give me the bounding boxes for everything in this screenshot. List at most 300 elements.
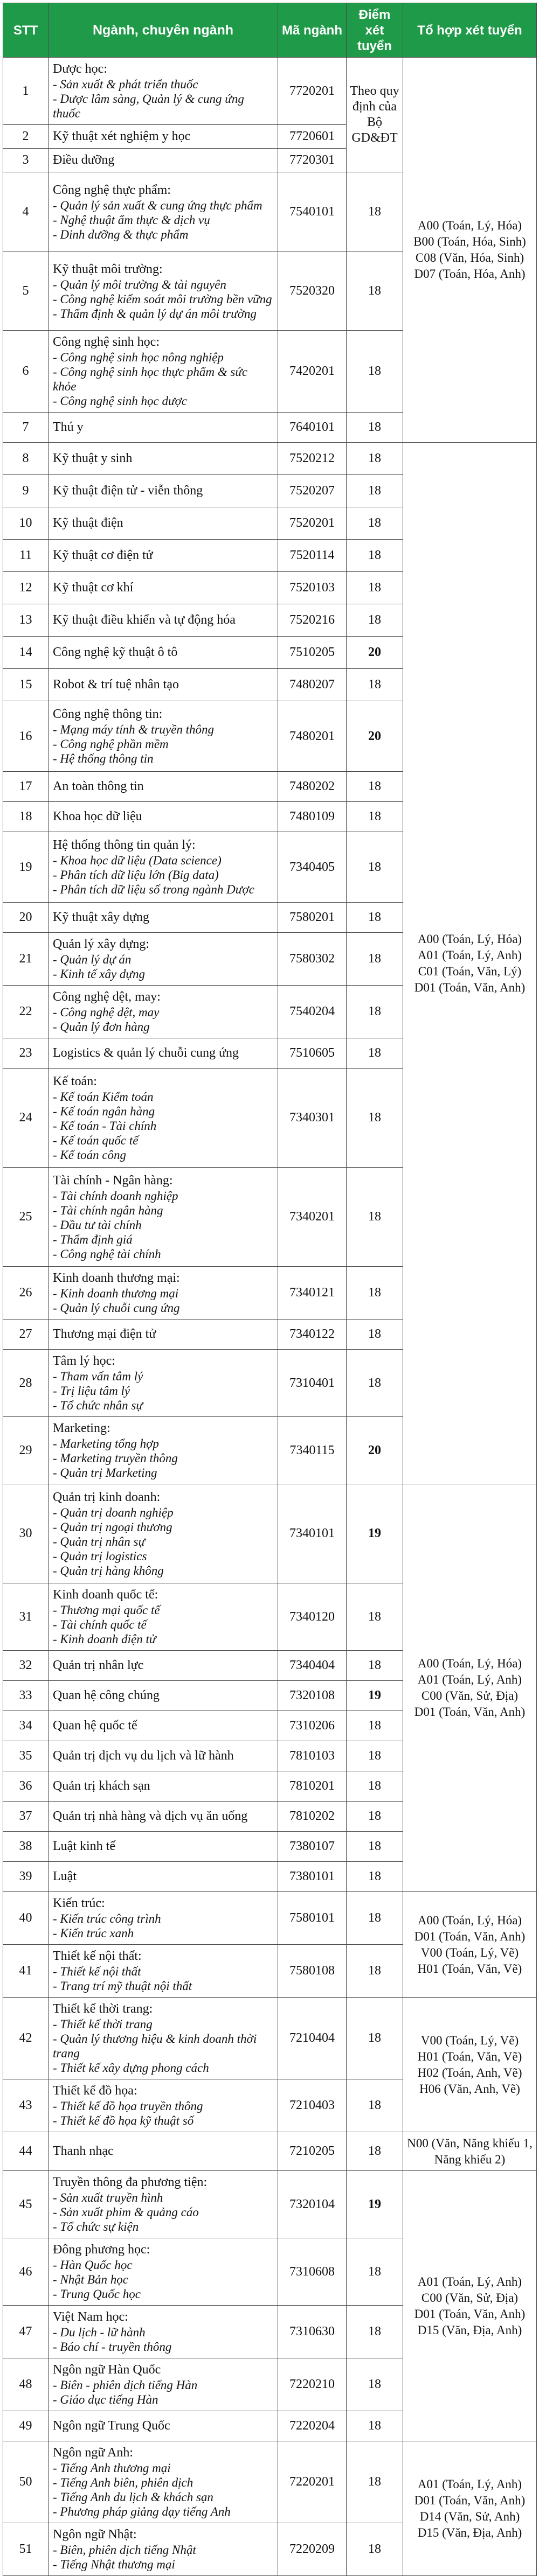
- specialization-item: - Quản lý thương hiệu & kinh doanh thời trang: [53, 2032, 257, 2060]
- major-cell: [49, 1945, 278, 1998]
- specialization-item: - Công nghệ dệt, may: [53, 1006, 160, 1019]
- subject-combination: C08 (Văn, Hóa, Sinh): [415, 251, 524, 264]
- major-cell: [49, 1741, 278, 1771]
- major-cell: [49, 1651, 278, 1681]
- row-number: 6: [3, 331, 49, 413]
- major-name: Marketing:: [53, 1421, 110, 1435]
- major-cell: [49, 1583, 278, 1651]
- major-name: Hệ thống thông tin quản lý:: [53, 838, 196, 852]
- specialization-item: - Trung Quốc học: [53, 2287, 141, 2301]
- admission-score: 20: [347, 701, 403, 772]
- table-row: [3, 1892, 537, 1945]
- specialization-item: - Tổ chức nhân sự: [53, 1399, 143, 1412]
- admission-table: [3, 3, 537, 2576]
- admission-score: 18: [347, 172, 403, 252]
- subject-combination-group: [403, 58, 537, 443]
- specialization-item: - Công nghệ sinh học thực phẩm & sức khỏe: [53, 365, 248, 393]
- major-cell: [49, 443, 278, 475]
- major-code: 7720601: [278, 125, 347, 149]
- specialization-item: - Tài chính ngân hàng: [53, 1203, 163, 1217]
- major-cell: [49, 572, 278, 604]
- major-cell: [49, 2411, 278, 2441]
- specialization-item: - Quản lý sản xuất & cung ứng thực phẩm: [53, 198, 262, 212]
- admission-score: 18: [347, 2441, 403, 2523]
- subject-combination: A00 (Toán, Lý, Hóa): [417, 1657, 522, 1670]
- major-name: Kỹ thuật cơ điện tử: [53, 548, 153, 562]
- admission-score: 18: [347, 1320, 403, 1350]
- row-number: 48: [3, 2358, 49, 2411]
- table-row: [3, 1484, 537, 1583]
- major-cell: [49, 1998, 278, 2079]
- subject-combination: A01 (Toán, Lý, Anh): [417, 1673, 522, 1686]
- major-cell: [49, 540, 278, 572]
- specialization-item: - Dinh dưỡng & thực phẩm: [53, 227, 189, 241]
- major-code: 7340404: [278, 1651, 347, 1681]
- major-cell: [49, 1862, 278, 1892]
- specialization-item: - Thẩm định & quản lý dự án môi trường: [53, 306, 257, 320]
- specialization-item: - Tiếng Anh thương mại: [53, 2461, 171, 2475]
- major-cell: [49, 2523, 278, 2576]
- subject-combination: H01 (Toán, Văn, Vẽ): [417, 2049, 522, 2063]
- specialization-item: - Kinh doanh điện tử: [53, 1632, 156, 1646]
- subject-combination: D14 (Văn, Sử, Anh): [419, 2509, 520, 2523]
- major-name: Quản trị khách sạn: [53, 1779, 150, 1793]
- major-name: Kiến trúc:: [53, 1896, 105, 1910]
- subject-combination: V00 (Toán, Lý, Vẽ): [420, 1945, 519, 1959]
- row-number: 36: [3, 1771, 49, 1802]
- row-number: 32: [3, 1651, 49, 1681]
- admission-score: 18: [347, 475, 403, 507]
- admission-score: 18: [347, 2079, 403, 2132]
- major-name: Thanh nhạc: [53, 2144, 114, 2158]
- admission-score: 18: [347, 772, 403, 802]
- row-number: 16: [3, 701, 49, 772]
- major-name: Công nghệ thông tin:: [53, 707, 163, 721]
- admission-score: 18: [347, 252, 403, 331]
- major-cell: [49, 832, 278, 903]
- row-number: 35: [3, 1741, 49, 1771]
- major-cell: [49, 1417, 278, 1484]
- major-name: Điều dưỡng: [53, 153, 115, 167]
- major-name: Ngôn ngữ Anh:: [53, 2446, 134, 2460]
- specialization-item: - Kinh doanh thương mại: [53, 1287, 179, 1300]
- row-number: 39: [3, 1862, 49, 1892]
- specialization-item: - Kế toán ngân hàng: [53, 1104, 155, 1118]
- row-number: 24: [3, 1069, 49, 1168]
- admission-score: 18: [347, 1862, 403, 1892]
- subject-combination: A00 (Toán, Lý, Hóa): [417, 1913, 522, 1927]
- admission-score: 18: [347, 2132, 403, 2171]
- major-cell: [49, 1771, 278, 1802]
- specialization-item: - Quản lý môi trường & tài nguyên: [53, 277, 226, 291]
- specialization-item: - Biên - phiên dịch tiếng Hàn: [53, 2378, 198, 2392]
- major-name: Quan hệ công chúng: [53, 1688, 160, 1702]
- major-code: 7520212: [278, 443, 347, 475]
- specialization-item: - Công nghệ phần mềm: [53, 737, 169, 751]
- major-name: Thiết kế nội thất:: [53, 1949, 142, 1963]
- major-cell: [49, 637, 278, 669]
- row-number: 10: [3, 507, 49, 540]
- header-code: Mã ngành: [278, 3, 347, 58]
- major-name: Kinh doanh thương mại:: [53, 1271, 180, 1285]
- specialization-item: - Nhật Bản học: [53, 2273, 128, 2286]
- specialization-item: - Công nghệ kiểm soát môi trường bền vững: [53, 292, 272, 306]
- row-number: 7: [3, 413, 49, 443]
- major-code: 7580201: [278, 903, 347, 933]
- table-row: [3, 2132, 537, 2171]
- major-name: Truyền thông đa phương tiện:: [53, 2175, 208, 2189]
- row-number: 29: [3, 1417, 49, 1484]
- admission-table-sheet: [3, 3, 536, 2576]
- admission-score: 18: [347, 1651, 403, 1681]
- admission-score: 18: [347, 986, 403, 1038]
- specialization-item: - Trang trí mỹ thuật nội thất: [53, 1979, 192, 1993]
- subject-combination-group: [403, 443, 537, 1484]
- major-cell: [49, 58, 278, 125]
- admission-score: 20: [347, 1417, 403, 1484]
- major-code: 7520216: [278, 604, 347, 637]
- row-number: 34: [3, 1711, 49, 1741]
- specialization-item: - Dược lâm sàng, Quản lý & cung ứng thuốc: [53, 92, 244, 120]
- major-name: Công nghệ sinh học:: [53, 335, 160, 349]
- major-code: 7810202: [278, 1802, 347, 1832]
- subject-combination: A01 (Toán, Lý, Anh): [417, 2274, 522, 2288]
- subject-combination: D01 (Toán, Văn, Anh): [414, 980, 526, 994]
- major-cell: [49, 986, 278, 1038]
- row-number: 43: [3, 2079, 49, 2132]
- major-code: 7340120: [278, 1583, 347, 1651]
- specialization-item: - Kiến trúc xanh: [53, 1926, 134, 1940]
- subject-combination: N00 (Văn, Năng khiếu 1, Năng khiếu 2): [407, 2136, 533, 2166]
- major-code: 7810201: [278, 1771, 347, 1802]
- major-code: 7520320: [278, 252, 347, 331]
- header-combo: Tổ hợp xét tuyển: [403, 3, 537, 58]
- specialization-item: - Quản trị doanh nghiệp: [53, 1505, 174, 1519]
- major-name: Kỹ thuật điều khiển và tự động hóa: [53, 613, 236, 627]
- subject-combination: A00 (Toán, Lý, Hóa): [417, 932, 522, 946]
- specialization-item: - Công nghệ sinh học dược: [53, 394, 188, 408]
- specialization-item: - Thiết kế nội thất: [53, 1965, 141, 1978]
- specialization-item: - Giáo dục tiếng Hàn: [53, 2393, 158, 2406]
- major-code: 7210404: [278, 1998, 347, 2079]
- admission-score: 18: [347, 1583, 403, 1651]
- major-name: Đông phương học:: [53, 2243, 150, 2257]
- admission-score: 19: [347, 1681, 403, 1711]
- major-name: Logistics & quản lý chuỗi cung ứng: [53, 1046, 239, 1060]
- admission-score: 18: [347, 802, 403, 832]
- major-code: 7810103: [278, 1741, 347, 1771]
- major-name: Ngôn ngữ Trung Quốc: [53, 2419, 170, 2433]
- major-name: Kỹ thuật y sinh: [53, 451, 133, 465]
- specialization-item: - Báo chí - truyền thông: [53, 2340, 172, 2354]
- major-code: 7520114: [278, 540, 347, 572]
- major-cell: [49, 2358, 278, 2411]
- major-name: Kỹ thuật điện tử - viễn thông: [53, 484, 203, 498]
- major-code: 7720201: [278, 58, 347, 125]
- specialization-item: - Tiếng Nhật thương mại: [53, 2558, 175, 2571]
- specialization-item: - Sản xuất & phát triển thuốc: [53, 78, 198, 91]
- specialization-item: - Thiết kế thời trang: [53, 2017, 153, 2031]
- major-code: 7340121: [278, 1267, 347, 1320]
- subject-combination-group: [403, 1998, 537, 2132]
- subject-combination: D01 (Toán, Văn, Anh): [414, 2493, 526, 2507]
- major-cell: [49, 1168, 278, 1267]
- admission-score: 18: [347, 1267, 403, 1320]
- table-row: [3, 2171, 537, 2238]
- specialization-item: - Du lịch - lữ hành: [53, 2326, 146, 2339]
- subject-combination: H02 (Toán, Anh, Vẽ): [417, 2065, 522, 2079]
- specialization-item: - Tài chính doanh nghiệp: [53, 1189, 178, 1203]
- specialization-item: - Khoa học dữ liệu (Data science): [53, 854, 222, 867]
- major-code: 7640101: [278, 413, 347, 443]
- admission-score: 18: [347, 1350, 403, 1417]
- major-cell: [49, 1711, 278, 1741]
- major-code: 7220210: [278, 2358, 347, 2411]
- specialization-item: - Kế toán - Tài chính: [53, 1119, 157, 1133]
- row-number: 38: [3, 1832, 49, 1862]
- major-name: Việt Nam học:: [53, 2310, 128, 2324]
- row-number: 5: [3, 252, 49, 331]
- major-cell: [49, 701, 278, 772]
- row-number: 23: [3, 1038, 49, 1069]
- admission-score: 18: [347, 1168, 403, 1267]
- row-number: 9: [3, 475, 49, 507]
- major-name: Khoa học dữ liệu: [53, 809, 142, 823]
- major-name: Kỹ thuật cơ khí: [53, 581, 134, 595]
- specialization-item: - Marketing truyền thông: [53, 1451, 178, 1465]
- major-code: 7520201: [278, 507, 347, 540]
- major-cell: [49, 2079, 278, 2132]
- specialization-item: - Quản trị Marketing: [53, 1466, 157, 1479]
- major-cell: [49, 2132, 278, 2171]
- specialization-item: - Quản lý đơn hàng: [53, 1020, 150, 1034]
- major-name: Tài chính - Ngân hàng:: [53, 1173, 173, 1188]
- major-code: 7480109: [278, 802, 347, 832]
- table-header-row: [3, 3, 537, 58]
- row-number: 8: [3, 443, 49, 475]
- specialization-item: - Tổ chức sự kiện: [53, 2220, 139, 2233]
- specialization-item: - Phương pháp giảng dạy tiếng Anh: [53, 2505, 231, 2518]
- major-code: 7340201: [278, 1168, 347, 1267]
- subject-combination: C01 (Toán, Văn, Lý): [418, 964, 522, 978]
- specialization-item: - Quản lý chuỗi cung ứng: [53, 1301, 180, 1315]
- major-name: Quản trị nhân lực: [53, 1658, 144, 1672]
- specialization-item: - Quản trị nhân sự: [53, 1534, 145, 1548]
- admission-score: 18: [347, 1832, 403, 1862]
- row-number: 18: [3, 802, 49, 832]
- specialization-item: - Đầu tư tài chính: [53, 1218, 142, 1232]
- row-number: 3: [3, 149, 49, 172]
- major-name: Kỹ thuật xây dựng: [53, 910, 149, 924]
- major-code: 7510605: [278, 1038, 347, 1069]
- row-number: 47: [3, 2306, 49, 2358]
- major-cell: [49, 1320, 278, 1350]
- specialization-item: - Quản trị logistics: [53, 1549, 147, 1563]
- major-code: 7380101: [278, 1862, 347, 1892]
- subject-combination-group: [403, 2132, 537, 2171]
- row-number: 2: [3, 125, 49, 149]
- row-number: 51: [3, 2523, 49, 2576]
- subject-combination: D07 (Toán, Hóa, Anh): [414, 267, 526, 281]
- row-number: 17: [3, 772, 49, 802]
- major-cell: [49, 2171, 278, 2238]
- row-number: 50: [3, 2441, 49, 2523]
- major-cell: [49, 669, 278, 701]
- major-name: Quan hệ quốc tế: [53, 1719, 137, 1733]
- admission-score: 18: [347, 1038, 403, 1069]
- table-row: [3, 2441, 537, 2523]
- row-number: 44: [3, 2132, 49, 2171]
- specialization-item: - Nghệ thuật ẩm thực & dịch vụ: [53, 213, 210, 227]
- admission-score: 18: [347, 572, 403, 604]
- row-number: 14: [3, 637, 49, 669]
- major-name: Thiết kế thời trang:: [53, 2002, 153, 2016]
- major-code: 7220201: [278, 2441, 347, 2523]
- table-row: [3, 1998, 537, 2079]
- major-cell: [49, 149, 278, 172]
- major-cell: [49, 1484, 278, 1583]
- major-cell: [49, 252, 278, 331]
- major-code: 7340301: [278, 1069, 347, 1168]
- admission-score: 19: [347, 2171, 403, 2238]
- header-major: Ngành, chuyên ngành: [49, 3, 278, 58]
- major-code: 7720301: [278, 149, 347, 172]
- subject-combination: C00 (Văn, Sử, Địa): [421, 2291, 519, 2305]
- major-code: 7540204: [278, 986, 347, 1038]
- admission-score: 18: [347, 669, 403, 701]
- major-name: Kinh doanh quốc tế:: [53, 1588, 158, 1602]
- major-cell: [49, 802, 278, 832]
- major-cell: [49, 1069, 278, 1168]
- admission-score: 18: [347, 507, 403, 540]
- major-code: 7510205: [278, 637, 347, 669]
- specialization-item: - Thẩm định giá: [53, 1232, 133, 1246]
- major-name: Thương mại điện tử: [53, 1327, 156, 1341]
- row-number: 41: [3, 1945, 49, 1998]
- major-cell: [49, 933, 278, 986]
- major-cell: [49, 2441, 278, 2523]
- specialization-item: - Tham vấn tâm lý: [53, 1370, 143, 1383]
- major-code: 7520207: [278, 475, 347, 507]
- row-number: 37: [3, 1802, 49, 1832]
- major-cell: [49, 1832, 278, 1862]
- major-name: Thú y: [53, 420, 84, 434]
- specialization-item: - Hệ thống thông tin: [53, 752, 154, 765]
- specialization-item: - Thiết kế đồ họa truyền thông: [53, 2099, 203, 2113]
- specialization-item: - Quản lý dự án: [53, 953, 132, 966]
- major-name: Tâm lý học:: [53, 1354, 115, 1368]
- admission-score: 18: [347, 2306, 403, 2358]
- admission-score: 18: [347, 604, 403, 637]
- subject-combination: H06 (Văn, Anh, Vẽ): [419, 2082, 520, 2096]
- major-name: Quản trị dịch vụ du lịch và lữ hành: [53, 1749, 234, 1763]
- major-cell: [49, 331, 278, 413]
- row-number: 1: [3, 58, 49, 125]
- major-name: Dược học:: [53, 62, 108, 76]
- row-number: 4: [3, 172, 49, 252]
- specialization-item: - Sản xuất phim & quảng cáo: [53, 2205, 199, 2219]
- major-code: 7210403: [278, 2079, 347, 2132]
- major-code: 7580108: [278, 1945, 347, 1998]
- major-code: 7310608: [278, 2238, 347, 2306]
- specialization-item: - Marketing tổng hợp: [53, 1437, 159, 1450]
- admission-score: 18: [347, 832, 403, 903]
- subject-combination: C00 (Văn, Sử, Địa): [421, 1689, 519, 1702]
- admission-score: 18: [347, 933, 403, 986]
- admission-score: 19: [347, 1484, 403, 1583]
- row-number: 20: [3, 903, 49, 933]
- major-code: 7210205: [278, 2132, 347, 2171]
- row-number: 28: [3, 1350, 49, 1417]
- major-code: 7520103: [278, 572, 347, 604]
- specialization-item: - Sản xuất truyền hình: [53, 2191, 163, 2204]
- major-cell: [49, 1038, 278, 1069]
- row-number: 12: [3, 572, 49, 604]
- subject-combination-group: [403, 2441, 537, 2576]
- admission-score: 20: [347, 637, 403, 669]
- major-cell: [49, 2306, 278, 2358]
- major-cell: [49, 413, 278, 443]
- row-number: 33: [3, 1681, 49, 1711]
- major-code: 7480202: [278, 772, 347, 802]
- major-name: Quản trị kinh doanh:: [53, 1490, 161, 1504]
- specialization-item: - Kế toán công: [53, 1148, 127, 1162]
- major-code: 7320104: [278, 2171, 347, 2238]
- specialization-item: - Kinh tế xây dựng: [53, 967, 145, 981]
- admission-score: 18: [347, 1892, 403, 1945]
- major-cell: [49, 475, 278, 507]
- table-body: [3, 58, 537, 2576]
- specialization-item: - Tài chính quốc tế: [53, 1618, 147, 1631]
- row-number: 21: [3, 933, 49, 986]
- specialization-item: - Thiết kế đồ họa kỹ thuật số: [53, 2114, 194, 2127]
- specialization-item: - Hàn Quốc học: [53, 2258, 133, 2272]
- row-number: 46: [3, 2238, 49, 2306]
- major-cell: [49, 903, 278, 933]
- subject-combination: A00 (Toán, Lý, Hóa): [417, 219, 522, 232]
- major-cell: [49, 507, 278, 540]
- major-code: 7310401: [278, 1350, 347, 1417]
- specialization-item: - Trị liệu tâm lý: [53, 1384, 130, 1398]
- row-number: 27: [3, 1320, 49, 1350]
- subject-combination-group: [403, 1484, 537, 1892]
- major-code: 7220204: [278, 2411, 347, 2441]
- subject-combination: H01 (Toán, Văn, Vẽ): [417, 1961, 522, 1975]
- major-code: 7380107: [278, 1832, 347, 1862]
- major-name: Ngôn ngữ Hàn Quốc: [53, 2363, 161, 2377]
- row-number: 45: [3, 2171, 49, 2238]
- admission-score: 18: [347, 2523, 403, 2576]
- admission-score: 18: [347, 2358, 403, 2411]
- specialization-item: - Phân tích dữ liệu số trong ngành Dược: [53, 883, 254, 896]
- major-code: 7310206: [278, 1711, 347, 1741]
- major-code: 7480207: [278, 669, 347, 701]
- specialization-item: - Công nghệ tài chính: [53, 1247, 161, 1261]
- major-cell: [49, 1350, 278, 1417]
- row-number: 25: [3, 1168, 49, 1267]
- row-number: 22: [3, 986, 49, 1038]
- specialization-item: - Kế toán Kiểm toán: [53, 1090, 154, 1104]
- major-name: Thiết kế đồ họa:: [53, 2084, 137, 2098]
- specialization-item: - Quản trị hàng không: [53, 1563, 164, 1577]
- admission-score: 18: [347, 2238, 403, 2306]
- admission-score: 18: [347, 1711, 403, 1741]
- row-number: 30: [3, 1484, 49, 1583]
- specialization-item: - Kiến trúc công trình: [53, 1912, 161, 1925]
- subject-combination: V00 (Toán, Lý, Vẽ): [420, 2033, 519, 2047]
- major-code: 7340101: [278, 1484, 347, 1583]
- admission-score: 18: [347, 1069, 403, 1168]
